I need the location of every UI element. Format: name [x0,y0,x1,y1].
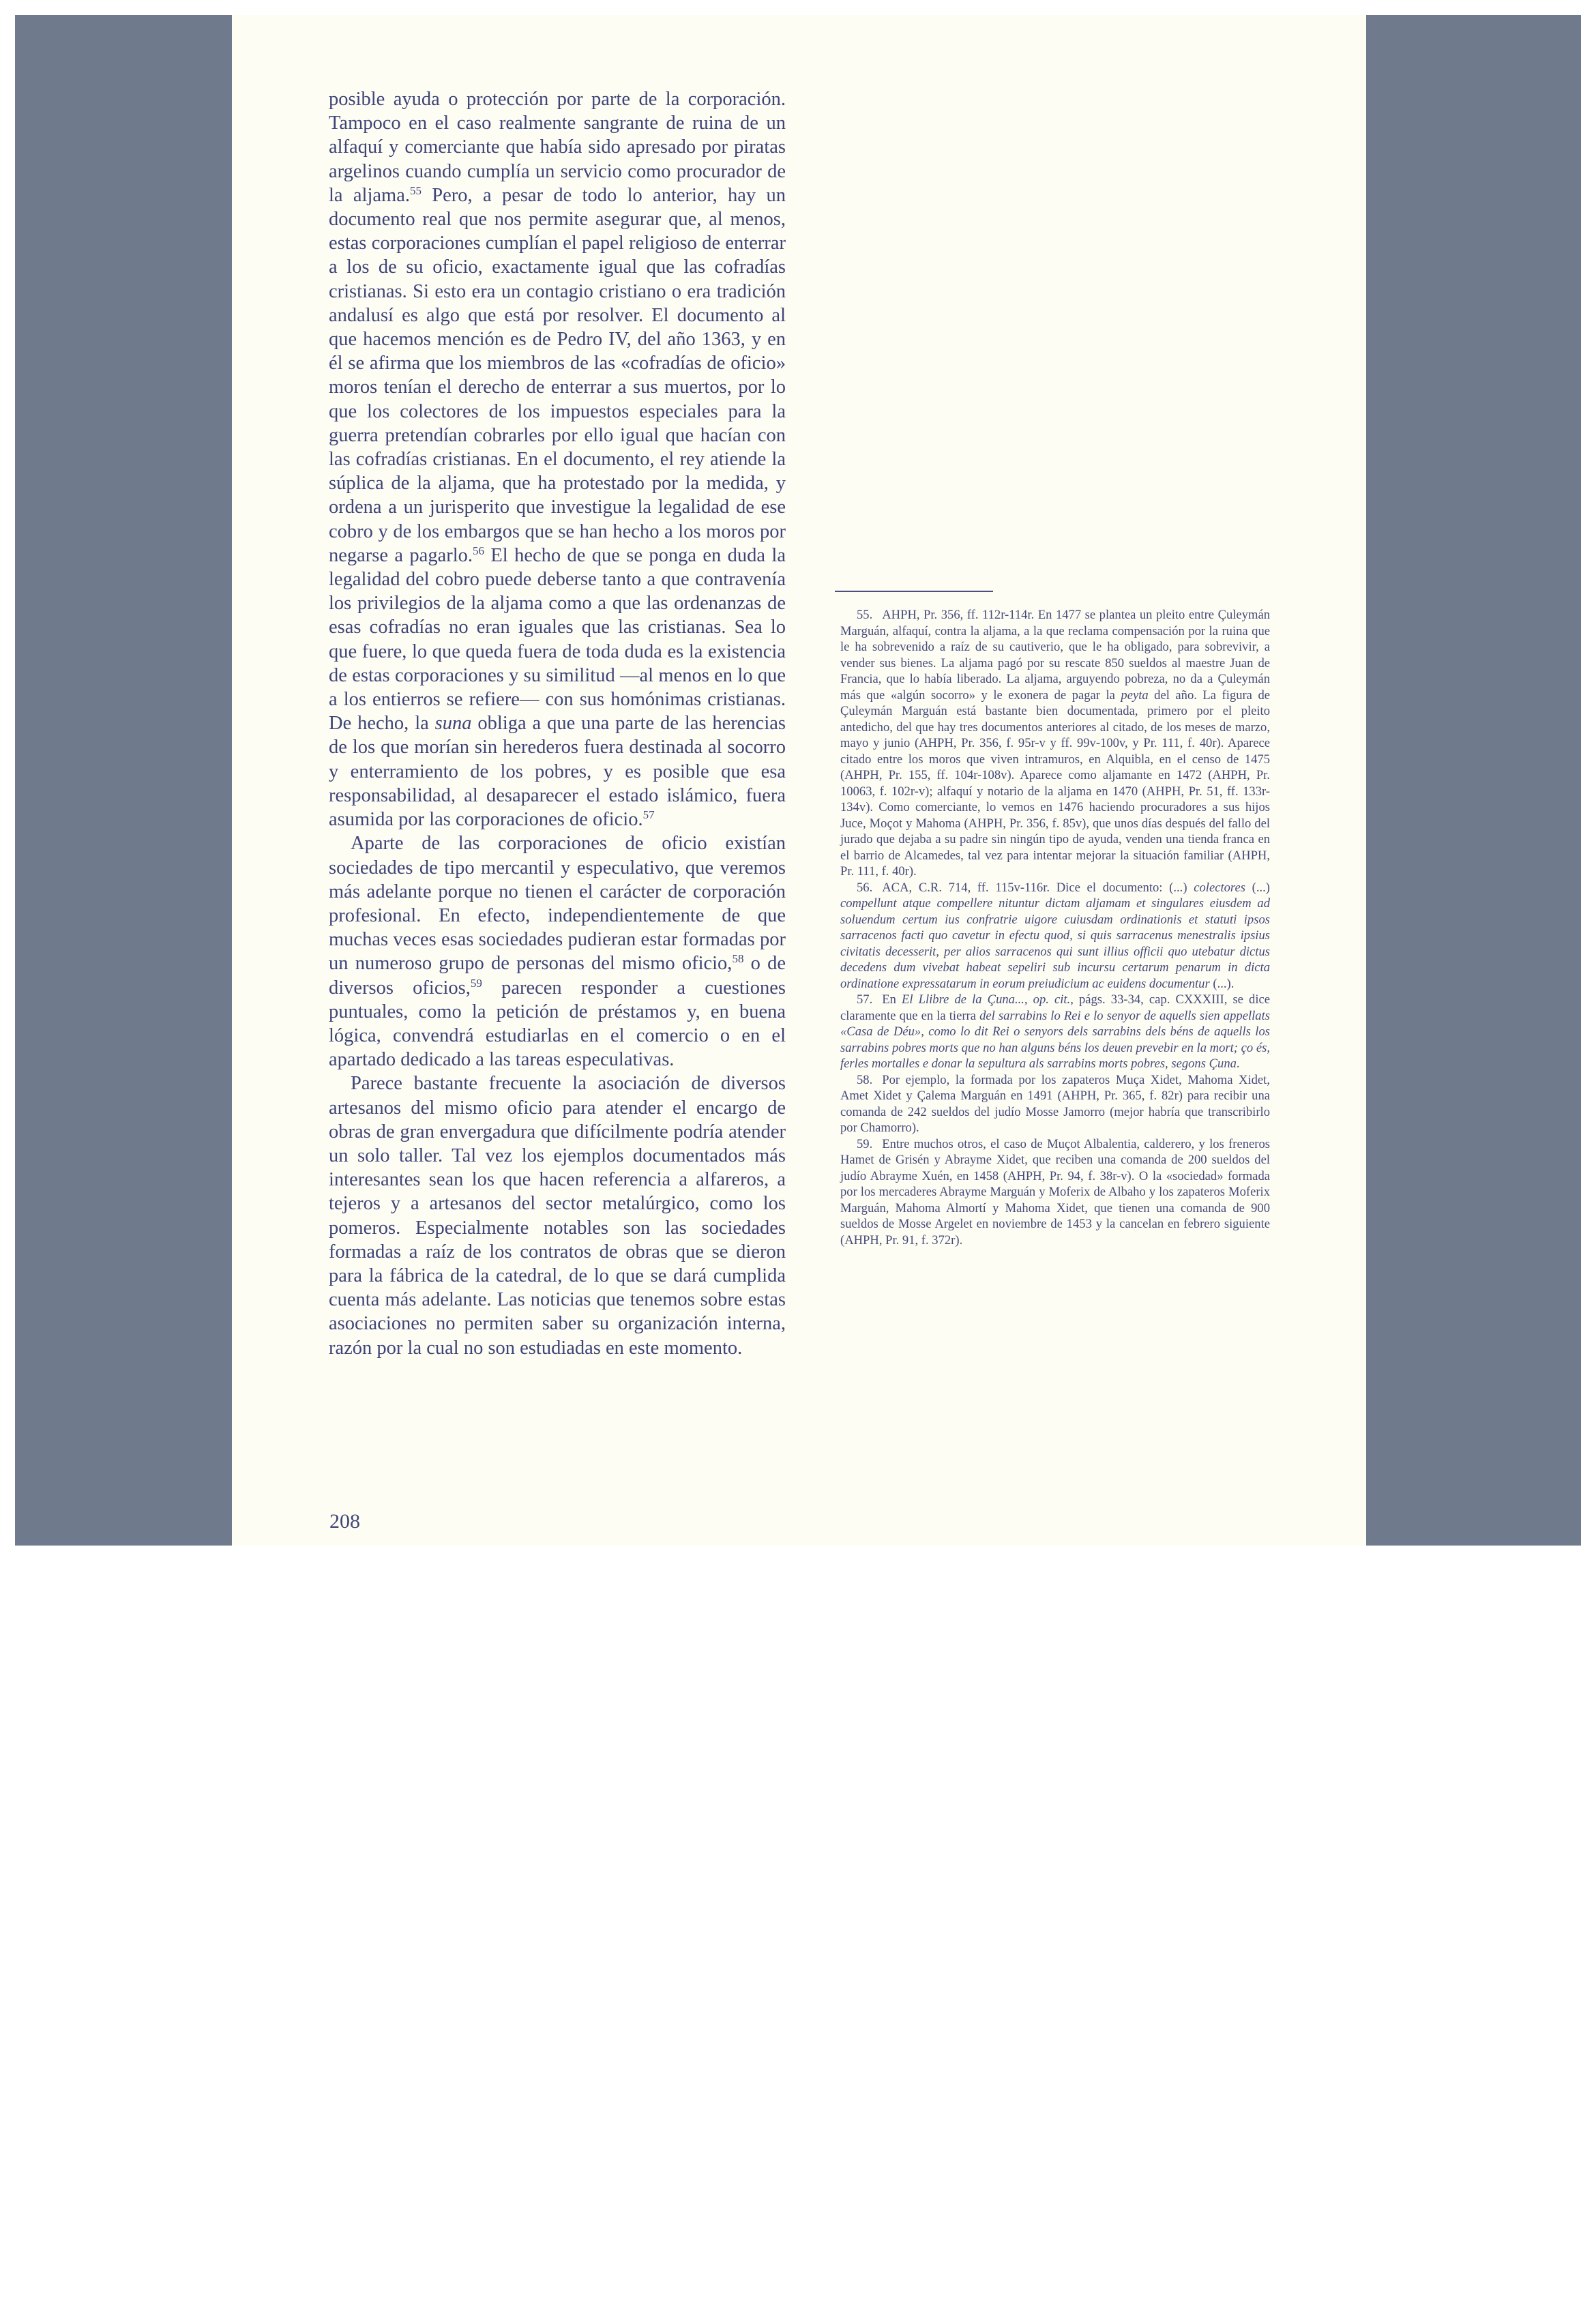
paragraph-1: posible ayuda o protección por parte de la corporación. Tampoco en el caso realmente sangrante de ruina de un alfaquí y comerciante que había sido apresado por piratas argelinos cuando cumplía un servicio como procurador de la aljama.$^{55}$ Pero, a pesar de todo lo anterior, hay un documento real que nos permite asegurar que, al menos, estas corporaciones cumplían el papel religioso de enterrar a los de su oficio, exactamente igual que las cofradías cristianas. Si esto era un contagio cristiano o era tradición andalusí es algo que está por resolver. El documento al que hacemos mención es de Pedro IV, del año 1363, y en él se afirma que los miembros de las «cofradías de oficio» moros tenían el derecho de enterrar a sus muertos, por lo que los colectores de los impuestos especiales para la guerra pretendían cobrarles por ello igual que hacían con las cofradías cristianas. En el documento, el rey atiende la súplica de la aljama, que ha protestado por la medida, y ordena a un jurisperito que investigue la legalidad de ese cobro y de los embargos que se han hecho a los moros por negarse a pagarlo.$^{56}$ El hecho de que se ponga en duda la legalidad del cobro puede deberse tanto a que contravenía los privilegios de la aljama como a que las ordenanzas de esas cofradías no eran iguales que las cristianas. Sea lo que fuere, lo que queda fuera de toda duda es la existencia de estas corporaciones y su similitud —al menos en lo que a los entierros se refiere— con sus homónimas cristianas. De hecho, la suna obliga a que una parte de las herencias de los que morían sin herederos fuera destinada al socorro y enterramiento de los pobres, y es posible que esa responsabilidad, al desaparecer el estado islámico, fuera asumida por las corporaciones de oficio.$^{57}$ [329,89,786,831]
footnote-56: 56. ACA, C.R. 714, ff. 115v-116r. Dice el documento: (...) colectores (...) compellunt atque compellere nituntur dictam aljamam et singulares eiusdem ad soluendum certum ius confratrie uigore cuiusdam ordinationis et statuti ipsos sarracenos facti quo cavetur in efectu quod, si quis sarracenus menestralis ipsius civitatis decesserit, per alios sarracenos qui sunt illius officii quo utebatur dictus decedens dum vivebat habeat sepeliri sub incursu certarum penarum in dicta ordinatione expressatarum in eorum preiudicium ac euidens documentur (...). [840,880,1270,991]
footnote-59: 59. Entre muchos otros, el caso de Muçot Albalentia, calderero, y los freneros Hamet de Grisén y Abrayme Xidet, que reciben una comanda de 200 sueldos del judío Abrayme Xuén, en 1458 (AHPH, Pr. 94, f. 38r-v). O la «sociedad» formada por los mercaderes Abrayme Marguán y Moferix de Albaho y los zapateros Moferix Marguán, Mahoma Almortí y Mahoma Xidet, que tienen una comanda de 900 sueldos de Mosse Argelet en noviembre de 1453 y la cancelan en febrero siguiente (AHPH, Pr. 91, f. 372r). [840,1136,1270,1247]
footnotes-column [840,607,1270,1248]
footnote-separator [835,591,993,592]
footnote-ref-57[interactable]: 57 [642,808,655,822]
footnote-ref-55[interactable]: 55 [409,183,422,197]
footnote-55: 55. AHPH, Pr. 356, ff. 112r-114r. En 1477 se plantea un pleito entre Çuleymán Marguán, alfaquí, contra la aljama, a la que reclama compensación por la ruina que le ha sobrevenido a raíz de su cautiverio, que le ha obligado, para sobrevivir, a vender sus bienes. La aljama pagó por su rescate 850 sueldos al maestre Juan de Francia, que lo había liberado. La aljama, arguyendo pobreza, no da a Çuleymán más que «algún socorro» y le exonera de pagar la peyta del año. La figura de Çuleymán Marguán está bastante bien documentada, primero por el pleito antedicho, del que hay tres documentos anteriores al citado, de los meses de marzo, mayo y junio (AHPH, Pr. 356, f. 95r-v y ff. 99v-100v, y Pr. 111, f. 40r). Aparece citado entre los moros que viven intramuros, en Alquibla, en el censo de 1475 (AHPH, Pr. 155, ff. 104r-108v). Aparece como aljamante en 1472 (AHPH, Pr. 10063, f. 102r-v); alfaquí y notario de la aljama en 1470 (AHPH, Pr. 51, ff. 133r-134v). Como comerciante, lo vemos en 1476 haciendo procuradores a sus hijos Juce, Moçot y Mahoma (AHPH, Pr. 356, f. 85v), que unos días después del fallo del jurado que dejaba a su padre sin ningún tipo de ayuda, venden una tienda franca en el barrio de Alcamedes, tal vez para intentar mejorar la situación familiar (AHPH, Pr. 111, f. 40r). [840,608,1270,878]
footnote-58: 58. Por ejemplo, la formada por los zapateros Muça Xidet, Mahoma Xidet, Amet Xidet y Çalema Marguán en 1491 (AHPH, Pr. 365, f. 82r) para recibir una comanda de 242 sueldos del judío Mosse Jamorro (mejor habría que transcribirlo por Chamorro). [840,1072,1270,1135]
paragraph-2: Aparte de las corporaciones de oficio existían sociedades de tipo mercantil y especulativo, que veremos más adelante porque no tienen el carácter de corporación profesional. En efecto, independientemente de que muchas veces esas sociedades pudieran estar formadas por un numeroso grupo de personas del mismo oficio,$^{58}$ o de diversos oficios,$^{59}$ parecen responder a cuestiones puntuales, como la petición de préstamos y, en buena lógica, convendrá estudiarlas en el comercio o en el apartado dedicado a las tareas especulativas. [329,833,786,1071]
paragraph-3: Parece bastante frecuente la asociación de diversos artesanos del mismo oficio para atender el encargo de obras de gran envergadura que difícilmente podría atender un solo taller. Tal vez los ejemplos documentados más interesantes sean los que hacen referencia a alfareros, a tejeros y a artesanos del sector metalúrgico, como los pomeros. Especialmente notables son las sociedades formadas a raíz de los contratos de obras que se dieron para la fábrica de la catedral, de lo que se dará cumplida cuenta más adelante. Las noticias que tenemos sobre estas asociaciones no permiten saber su organización interna, razón por la cual no son estudiadas en este momento. [329,1073,786,1359]
footnote-57: 57. En El Llibre de la Çuna..., op. cit., págs. 33-34, cap. CXXXIII, se dice claramente que en la tierra del sarrabins lo Rei e lo senyor de aquells sien appellats «Casa de Déu», como lo dit Rei o senyors dels sarrabins dels béns de aquells los sarrabins pobres morts que no han alguns béns los deuen prevebir en la mort; ço és, ferles mortalles e donar la sepultura als sarrabins morts pobres, segons Çuna. [840,992,1270,1071]
footnote-ref-59[interactable]: 59 [470,976,482,990]
footnote-number: 59. [857,1136,873,1151]
book-page [232,15,1366,1546]
footnote-number: 57. [857,992,873,1007]
footnote-ref-56[interactable]: 56 [473,544,484,557]
footnote-number: 56. [857,880,873,895]
main-text-column [329,87,786,1360]
italic-term: suna [434,713,472,735]
footnote-number: 55. [857,608,873,622]
footnote-ref-58[interactable]: 58 [732,952,744,966]
page-number: 208 [329,1510,360,1533]
footnote-number: 58. [857,1072,873,1087]
